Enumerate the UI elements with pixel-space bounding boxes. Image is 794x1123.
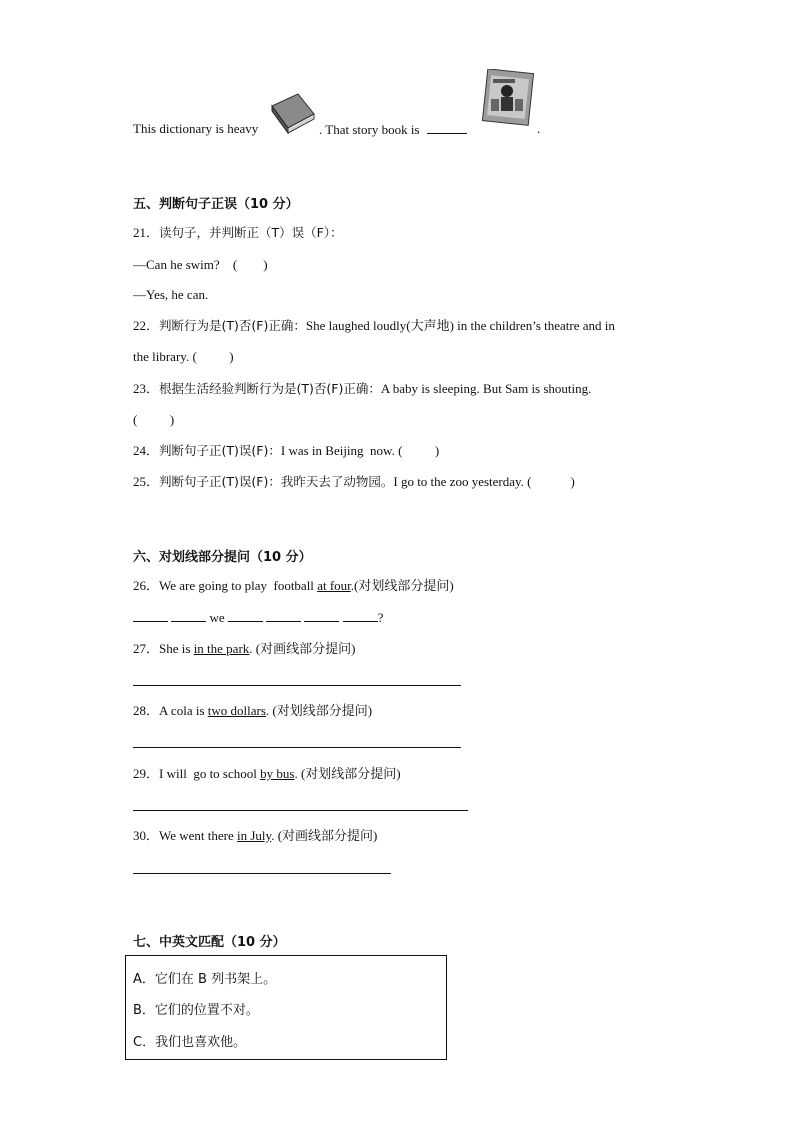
section5-heading: 五、判断句子正误（10 分）	[133, 197, 299, 212]
section6-heading: 六、对划线部分提问（10 分）	[133, 550, 312, 565]
q28-number: 28．	[133, 703, 160, 718]
q21	[133, 225, 343, 241]
q21-line1-text: —Can he swim?	[133, 257, 220, 272]
q26-blank-3[interactable]	[228, 609, 263, 622]
q26-pre: We are going to play football	[159, 578, 318, 593]
option-b: B．它们的位置不对。	[133, 1003, 259, 1018]
q27	[133, 641, 355, 657]
q25-prefix: 判断句子正(T)误(F)：我昨天去了动物园。	[159, 474, 394, 489]
q30-underlined: in July	[237, 828, 272, 843]
q26-answer-word: we	[209, 610, 225, 625]
q24-text[interactable]: I was in Beijing now. ( )	[280, 443, 440, 458]
q26-blank-6[interactable]	[343, 609, 378, 622]
q21-line2: —Yes, he can.	[133, 287, 209, 302]
q28-underlined: two dollars	[207, 703, 266, 718]
q22	[133, 318, 615, 334]
story-book-cover-icon	[477, 69, 537, 131]
q26-answer-row	[133, 609, 383, 626]
q26	[133, 578, 454, 594]
q24	[133, 443, 439, 459]
q23-prefix: 根据生活经验判断行为是(T)否(F)正确：	[159, 381, 381, 396]
q27-number: 27．	[133, 641, 160, 656]
option-c: C．我们也喜欢他。	[133, 1035, 247, 1050]
q30-answer-line[interactable]	[133, 873, 391, 874]
q29	[133, 766, 401, 782]
q23-cont[interactable]: ( )	[133, 412, 175, 427]
q20-end: .	[537, 121, 541, 136]
q20-part2-text: . That story book is	[319, 122, 420, 137]
q26-underlined: at four	[317, 578, 351, 593]
q22-prefix: 判断行为是(T)否(F)正确：	[159, 318, 306, 333]
q26-number: 26．	[133, 578, 160, 593]
matching-options-box	[125, 955, 447, 1060]
q23	[133, 381, 591, 397]
q29-post: . (对划线部分提问)	[294, 766, 401, 781]
q26-blank-2[interactable]	[171, 609, 206, 622]
q22-text: She laughed loudly(大声地) in the children’s theatre and in	[305, 318, 615, 333]
q23-number: 23．	[133, 381, 160, 396]
q30-post: . (对画线部分提问)	[271, 828, 378, 843]
section7-heading: 七、中英文匹配（10 分）	[133, 935, 286, 950]
q24-number: 24．	[133, 443, 160, 458]
dictionary-book-icon	[268, 92, 316, 134]
q27-post: . (对画线部分提问)	[249, 641, 356, 656]
q25-text[interactable]: I go to the zoo yesterday. ( )	[393, 474, 575, 489]
q21-instruction: 读句子，并判断正（T）误（F）：	[159, 225, 343, 240]
q26-post: .(对划线部分提问)	[350, 578, 454, 593]
q20-answer-blank[interactable]	[427, 121, 467, 134]
q30-number: 30．	[133, 828, 160, 843]
q26-answer-end: ?	[377, 610, 384, 625]
q25-number: 25．	[133, 474, 160, 489]
q27-answer-line[interactable]	[133, 685, 461, 686]
q21-line1	[133, 257, 268, 273]
q26-blank-1[interactable]	[133, 609, 168, 622]
q21-number: 21．	[133, 225, 160, 240]
q24-prefix: 判断句子正(T)误(F)：	[159, 443, 281, 458]
q20-part1: This dictionary is heavy	[133, 121, 259, 136]
q28-pre: A cola is	[159, 703, 208, 718]
q29-pre: I will go to school	[159, 766, 261, 781]
q29-number: 29．	[133, 766, 160, 781]
q25	[133, 474, 575, 490]
option-a: A．它们在 B 列书架上。	[133, 972, 277, 987]
q30	[133, 828, 377, 844]
q28	[133, 703, 372, 719]
q22-number: 22．	[133, 318, 160, 333]
q20-part2	[319, 121, 467, 138]
q29-underlined: by bus	[260, 766, 295, 781]
q21-answer-paren[interactable]: ( )	[232, 257, 268, 272]
q30-pre: We went there	[159, 828, 238, 843]
q22-cont[interactable]: the library. ( )	[133, 349, 234, 364]
q27-underlined: in the park	[193, 641, 250, 656]
q29-answer-line[interactable]	[133, 810, 468, 811]
q28-post: . (对划线部分提问)	[265, 703, 373, 718]
q26-blank-5[interactable]	[304, 609, 339, 622]
q23-text: A baby is sleeping. But Sam is shouting.	[380, 381, 592, 396]
q27-pre: She is	[159, 641, 194, 656]
q26-blank-4[interactable]	[266, 609, 301, 622]
q28-answer-line[interactable]	[133, 747, 461, 748]
